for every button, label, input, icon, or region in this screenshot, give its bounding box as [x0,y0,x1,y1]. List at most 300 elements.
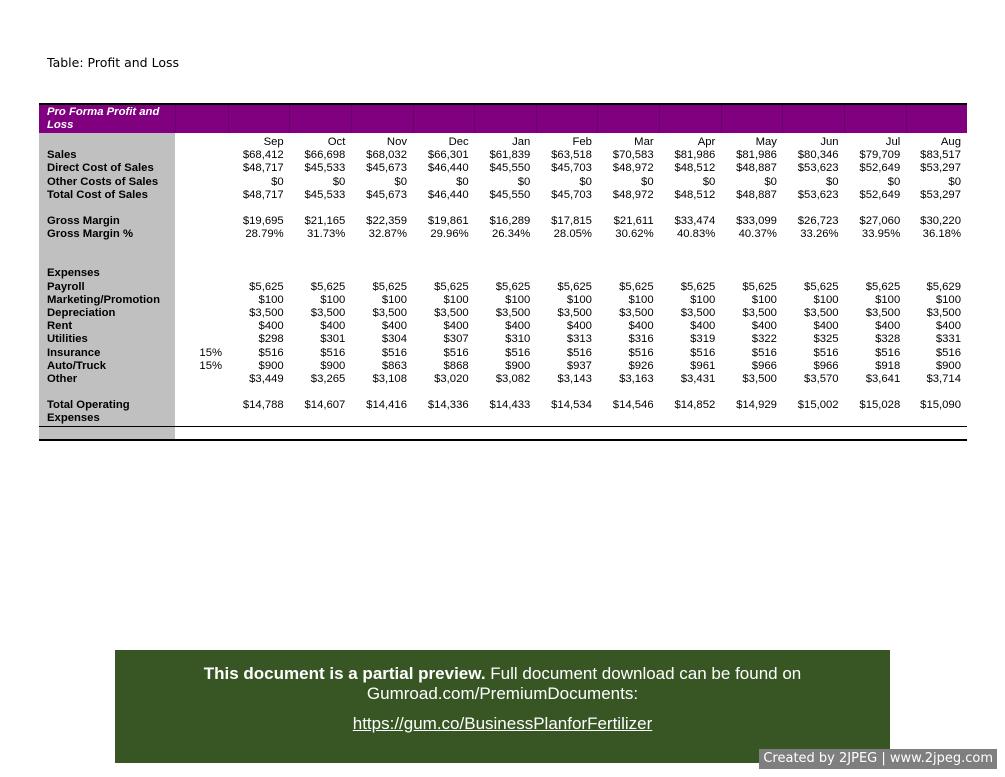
table-row [39,228,967,241]
cell-value: $400 [875,320,901,333]
cell-value: $0 [764,175,777,188]
header-cell [536,105,598,133]
table-row [39,189,967,202]
cell-value: $319 [690,333,716,346]
cell-value: $516 [443,346,469,359]
banner-bold-text: This document is a partial preview. [203,664,486,683]
cell-value: $3,500 [249,307,284,320]
cell-value: 32.87% [368,228,407,241]
cell-value: $14,929 [736,399,777,412]
banner-text: Full document download can be found on [485,664,802,683]
month-label: Apr [697,136,716,148]
cell-value: $5,625 [865,280,901,293]
cell-value: $0 [456,175,469,188]
spacer-cell [783,202,845,215]
cell-value: $46,440 [427,188,469,201]
footer-cell [536,426,598,440]
cell-value: $310 [505,333,531,346]
cell-value: $900 [320,359,346,372]
footer-cell [228,426,290,440]
cell-value: $400 [628,320,654,333]
cell-value: $5,625 [804,280,839,293]
footer-cell [783,426,845,440]
cell-value: $3,020 [434,373,469,386]
table-title: Pro Forma Profit and Loss [39,105,175,133]
cell-value: $3,500 [434,307,469,320]
cell-value: $61,839 [489,149,531,162]
footer-cell [906,426,967,440]
cell-value: $3,500 [742,373,777,386]
cell-value: $14,546 [612,399,654,412]
cell-value: $3,449 [249,373,284,386]
cell-value: $325 [813,333,839,346]
cell-value: 40.83% [676,228,716,241]
spacer-row [39,386,967,399]
cell-value [721,267,783,280]
cell-value: $400 [443,320,469,333]
row-label: Other [39,373,175,386]
cell-value: $48,972 [612,162,654,175]
table-footer-row [39,426,967,440]
cell-value: $331 [935,333,961,346]
spacer-cell [351,241,413,267]
cell-value: $22,359 [366,215,407,228]
cell-value: $0 [394,175,407,188]
cell-value: $52,649 [859,162,901,175]
cell-value: $516 [813,346,839,359]
cell-value: $400 [935,320,961,333]
cell-value: $298 [258,333,284,346]
cell-value: $400 [751,320,777,333]
cell-value: $5,625 [310,280,346,293]
cell-value: $45,550 [489,188,531,201]
footer-cell [598,426,660,440]
header-cell [906,105,967,133]
cell-value: $5,625 [619,280,654,293]
cell-value: $45,533 [304,162,346,175]
cell-value: $14,416 [366,399,407,412]
cell-value: $33,474 [674,215,716,228]
cell-value: $5,625 [249,280,284,293]
cell-value: $14,433 [489,399,531,412]
cell-value: $14,607 [304,399,346,412]
spacer-cell [598,202,660,215]
month-row-label [39,133,175,149]
spacer-cell [475,241,537,267]
spacer-cell [783,241,845,267]
spacer-cell [175,241,228,267]
row-label: Insurance [39,347,175,360]
cell-value: $3,500 [926,307,961,320]
cell-value: $100 [875,293,901,306]
cell-value: $926 [628,359,654,372]
cell-value: $45,703 [551,188,592,201]
footer-cell [845,426,907,440]
spacer-cell [845,241,907,267]
table-header-row [39,105,967,133]
row-label: Marketing/Promotion [39,294,175,307]
cell-value: $900 [935,359,961,372]
spacer-cell [536,241,598,267]
cell-value: 40.37% [738,228,777,241]
cell-value: $516 [381,346,407,359]
cell-value [660,267,722,280]
cell-value: $3,641 [865,373,901,386]
cell-value: $0 [887,175,901,188]
cell-value [351,267,413,280]
cell-value: $3,265 [310,373,346,386]
cell-value: $70,583 [612,149,654,162]
row-label: Total Operating Expenses [39,399,175,426]
table-caption: Table: Profit and Loss [47,55,179,70]
cell-value [413,267,475,280]
cell-value: $3,500 [557,307,592,320]
cell-value: $30,220 [920,215,961,228]
cell-value: $5,625 [742,280,777,293]
month-label: Jan [512,136,531,148]
header-cell [660,105,722,133]
cell-value: $48,512 [674,188,716,201]
cell-value: $0 [271,175,284,188]
cell-value: $15,028 [859,399,901,412]
cell-value: $0 [826,175,839,188]
cell-value: $53,297 [920,162,961,175]
cell-value: 28.79% [245,228,284,241]
footer-cell [175,426,228,440]
cell-value: $918 [875,359,901,372]
cell-value: $48,887 [736,188,777,201]
row-label: Expenses [39,267,175,280]
cell-value: $14,534 [551,399,592,412]
row-label: Gross Margin [39,215,175,228]
cell-value: $3,500 [742,307,777,320]
cell-value: $5,625 [372,280,407,293]
cell-value: $516 [505,346,531,359]
cell-value: $27,060 [859,215,901,228]
cell-value: $937 [566,359,592,372]
cell-value: $80,346 [797,149,839,162]
cell-value: 28.05% [553,228,592,241]
cell-value: $400 [813,320,839,333]
cell-value: 33.26% [800,228,839,241]
spacer-cell [536,386,598,399]
cell-value: $966 [813,359,839,372]
cell-value: $400 [258,320,284,333]
cell-value: $53,623 [797,188,839,201]
cell-value [475,267,537,280]
cell-value: $48,887 [736,162,777,175]
cell-value: $3,500 [619,307,654,320]
cell-value: $45,673 [366,188,407,201]
cell-value: $0 [517,175,531,188]
cell-value: $48,717 [242,188,284,201]
cell-value: $3,143 [557,373,592,386]
cell-value: $0 [702,175,716,188]
cell-value: $45,550 [489,162,531,175]
spacer-cell [660,386,722,399]
cell-value: $0 [948,175,961,188]
cell-value: $16,289 [489,215,531,228]
cell-value [536,267,598,280]
cell-value: $81,986 [736,149,777,162]
cell-value: $900 [258,359,284,372]
cell-value: $5,629 [926,280,961,293]
cell-value: $53,623 [797,162,839,175]
header-cell [228,105,290,133]
table-row [39,360,967,373]
header-cell [290,105,352,133]
cell-value: $516 [566,346,592,359]
spacer-cell [351,386,413,399]
header-cell [598,105,660,133]
header-cell [783,105,845,133]
month-header-row [39,133,967,149]
footer-cell [475,426,537,440]
table-row [39,215,967,228]
cell-value: $14,852 [674,399,716,412]
header-cell [175,105,228,133]
cell-value: $516 [320,346,346,359]
table-row [39,149,967,162]
cell-value: $14,788 [242,399,284,412]
row-label: Direct Cost of Sales [39,162,175,175]
footer-label [39,426,175,440]
cell-value: $14,336 [427,399,469,412]
cell-value: $3,714 [926,373,961,386]
row-percent [175,307,228,320]
cell-value: $100 [443,293,469,306]
cell-value: $3,500 [680,307,716,320]
cell-value: $21,165 [304,215,346,228]
cell-value: $400 [505,320,531,333]
pct-cell [175,133,228,149]
month-label: Dec [448,136,469,148]
spacer-cell [290,241,352,267]
cell-value: $307 [443,333,469,346]
row-label: Sales [39,149,175,162]
spacer-cell [475,202,537,215]
spacer-cell [845,386,907,399]
cell-value: $3,082 [495,373,531,386]
cell-value: $3,163 [619,373,654,386]
cell-value: $516 [628,346,654,359]
cell-value: $316 [628,333,654,346]
banner-line2: Gumroad.com/PremiumDocuments: [366,684,639,703]
spacer-cell [228,202,290,215]
cell-value: 26.34% [491,228,531,241]
cell-value: $68,412 [242,149,284,162]
cell-value: $516 [690,346,716,359]
cell-value: $26,723 [797,215,839,228]
month-label: Aug [940,136,961,148]
table-row [39,267,967,280]
cell-value: $400 [566,320,592,333]
row-percent: 15% [199,359,223,372]
header-cell [845,105,907,133]
cell-value: $304 [381,333,407,346]
table-row [39,307,967,320]
spacer-cell [598,241,660,267]
cell-value: $5,625 [434,280,469,293]
spacer-label [39,386,175,399]
cell-value: $3,108 [372,373,407,386]
cell-value [783,267,845,280]
spacer-cell [906,386,967,399]
month-label: Jun [820,136,839,148]
cell-value: $516 [875,346,901,359]
cell-value: $15,090 [920,399,961,412]
cell-value: $48,717 [242,162,284,175]
cell-value: $100 [751,293,777,306]
cell-value: $100 [690,293,716,306]
spacer-cell [175,202,228,215]
footer-cell [660,426,722,440]
row-label: Rent [39,320,175,333]
spacer-cell [845,202,907,215]
cell-value [598,267,660,280]
cell-value: $100 [381,293,407,306]
table-row [39,320,967,333]
spacer-cell [660,241,722,267]
row-percent [175,267,228,280]
spacer-cell [721,386,783,399]
spacer-cell [413,202,475,215]
header-cell [413,105,475,133]
cell-value: $516 [258,346,284,359]
cell-value: $3,500 [310,307,346,320]
cell-value: 31.73% [307,228,346,241]
spacer-label [39,241,175,267]
cell-value: $400 [381,320,407,333]
month-label: Oct [327,136,346,148]
cell-value: $68,032 [366,149,407,162]
row-percent [175,149,228,162]
table-row [39,399,967,426]
cell-value: $3,500 [804,307,839,320]
cell-value: $21,611 [613,215,654,228]
spacer-cell [175,386,228,399]
cell-value: $63,518 [551,149,592,162]
spacer-cell [228,386,290,399]
cell-value: $301 [320,333,346,346]
row-label: Auto/Truck [39,360,175,373]
row-percent [175,228,228,241]
cell-value: $5,625 [557,280,592,293]
cell-value: $3,500 [372,307,407,320]
month-label: Jul [885,136,901,148]
spacer-cell [413,241,475,267]
spacer-cell [536,202,598,215]
cell-value: $100 [258,293,284,306]
cell-value: $5,625 [495,280,531,293]
cell-value: $868 [443,359,469,372]
cell-value: $53,297 [920,188,961,201]
cell-value: $100 [935,293,961,306]
spacer-cell [290,202,352,215]
cell-value: $322 [751,333,777,346]
row-label: Gross Margin % [39,228,175,241]
preview-banner [115,650,890,763]
month-label: Nov [386,136,407,148]
cell-value: $3,570 [804,373,839,386]
cell-value: $33,099 [736,215,777,228]
spacer-cell [598,386,660,399]
cell-value: 30.62% [615,228,654,241]
cell-value: $100 [566,293,592,306]
cell-value [290,267,352,280]
cell-value: $966 [751,359,777,372]
row-percent [175,399,228,426]
table-row [39,162,967,175]
cell-value: $66,698 [304,149,346,162]
cell-value [906,267,967,280]
cell-value: 29.96% [430,228,469,241]
cell-value: $46,440 [427,162,469,175]
row-percent [175,176,228,189]
cell-value: $0 [641,175,654,188]
spacer-cell [660,202,722,215]
cell-value: $313 [566,333,592,346]
row-percent [175,294,228,307]
month-label: Sep [263,136,284,148]
cell-value: 36.18% [922,228,961,241]
cell-value: $516 [935,346,961,359]
cell-value: $5,625 [680,280,716,293]
row-label: Other Costs of Sales [39,176,175,189]
row-label: Payroll [39,281,175,294]
month-label: Feb [572,136,592,148]
spacer-row [39,241,967,267]
cell-value: $516 [751,346,777,359]
row-percent [175,215,228,228]
spacer-cell [351,202,413,215]
cell-value: $19,861 [427,215,469,228]
spacer-cell [906,241,967,267]
spacer-cell [290,386,352,399]
cell-value: $17,815 [551,215,592,228]
table-row [39,347,967,360]
spacer-cell [228,241,290,267]
spacer-cell [721,202,783,215]
cell-value: $45,703 [551,162,592,175]
spacer-cell [783,386,845,399]
spacer-cell [475,386,537,399]
cell-value: $45,533 [304,188,346,201]
row-percent [175,333,228,346]
row-label: Depreciation [39,307,175,320]
table-row [39,176,967,189]
profit-loss-table [39,103,967,441]
footer-cell [290,426,352,440]
cell-value [228,267,290,280]
cell-value: $66,301 [427,149,469,162]
cell-value: $100 [320,293,346,306]
cell-value: $0 [579,175,592,188]
spacer-row [39,202,967,215]
cell-value: $52,649 [859,188,901,201]
table-row [39,333,967,346]
cell-value: $863 [381,359,407,372]
header-cell [475,105,537,133]
cell-value: $3,431 [680,373,716,386]
footer-cell [351,426,413,440]
download-link[interactable]: https://gum.co/BusinessPlanforFertilizer [352,714,653,733]
row-percent [175,281,228,294]
spacer-cell [721,241,783,267]
cell-value: $79,709 [859,149,901,162]
cell-value: $45,673 [366,162,407,175]
cell-value: $100 [813,293,839,306]
